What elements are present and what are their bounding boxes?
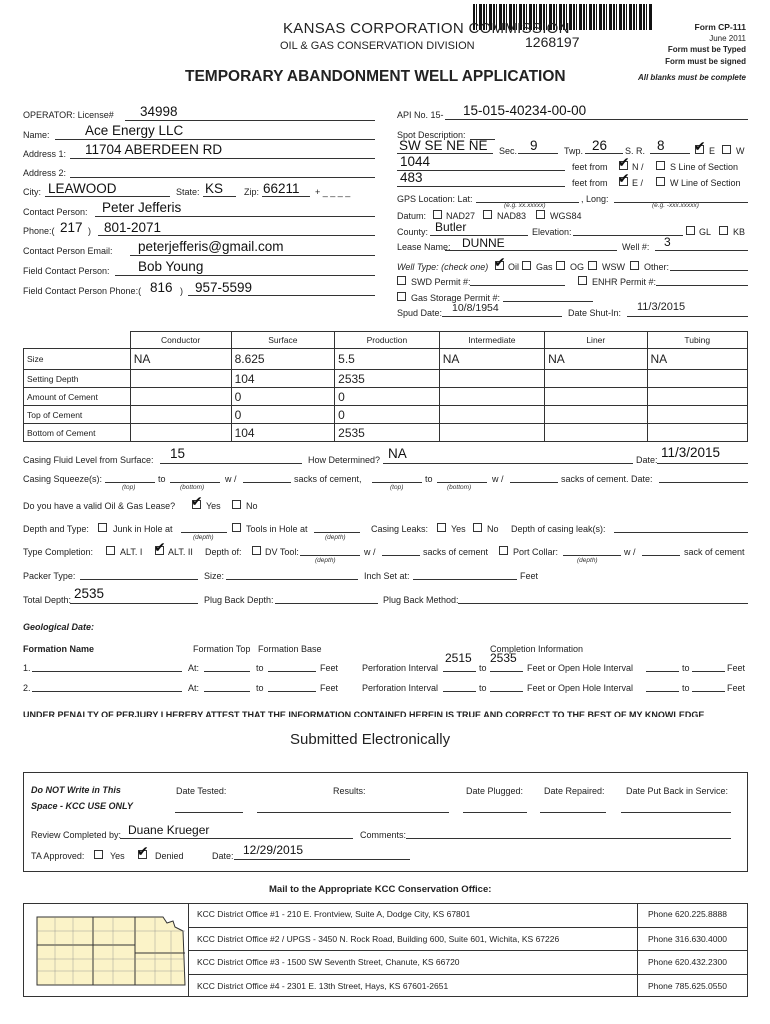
barcode-number: 1268197 [525, 34, 580, 50]
gas-storage-label: Gas Storage Permit #: [411, 293, 501, 303]
open-feet-1: Feet [727, 663, 746, 673]
office-phone: Phone 620.225.8888 [648, 909, 727, 919]
address1-value[interactable]: 11704 ABERDEEN RD [85, 142, 223, 157]
review-label: Review Completed by: [31, 830, 122, 840]
port-sacks: sack of cement [684, 547, 745, 557]
license-label: OPERATOR: License# [23, 110, 114, 120]
lease-label: Lease Name: [397, 242, 451, 252]
top-hint: (top) [122, 484, 136, 491]
casing-header-cell: Liner [545, 332, 647, 349]
ta-yes-checkbox[interactable] [94, 850, 103, 859]
range-value[interactable]: 8 [657, 138, 665, 153]
og-label: OG [570, 262, 585, 272]
typed-note: Form must be Typed [667, 45, 746, 54]
shutin-value[interactable]: 11/3/2015 [637, 301, 686, 313]
perf-label-1: Perforation Interval [362, 663, 439, 673]
email-value[interactable]: peterjefferis@gmail.com [138, 239, 284, 254]
junk-checkbox[interactable] [98, 523, 107, 532]
lease-question: Do you have a valid Oil & Gas Lease? [23, 501, 176, 511]
tools-label: Tools in Hole at [246, 524, 308, 534]
api-label: API No. 15- [397, 110, 444, 120]
gps-label: GPS Location: Lat: [397, 194, 473, 204]
dv-w: w / [364, 547, 376, 557]
leaks-yes-label: Yes [451, 524, 466, 534]
office-phone: Phone 785.625.0550 [638, 974, 748, 998]
casing-cell[interactable]: NA [130, 349, 231, 370]
sec-label: Sec. [499, 146, 518, 156]
casing-row-label: Size [24, 349, 131, 370]
casing-header-cell: Intermediate [439, 332, 544, 349]
field-contact-label: Field Contact Person: [23, 266, 110, 276]
ta-date-value[interactable]: 12/29/2015 [243, 843, 304, 857]
gl-checkbox[interactable] [686, 226, 695, 235]
blanks-note: All blanks must be complete [637, 73, 746, 82]
depth-hint-3: (depth) [315, 557, 336, 564]
office-address: KCC District Office #3 - 1500 SW Seventh Street, Chanute, KS 66720 [188, 950, 638, 974]
plug-method-label: Plug Back Method: [383, 595, 459, 605]
zip-label: Zip: [244, 187, 260, 197]
casing-cell[interactable] [439, 370, 544, 388]
leaks-no-checkbox[interactable] [473, 523, 482, 532]
casing-cell[interactable]: NA [647, 349, 747, 370]
casing-cell[interactable]: 104 [231, 370, 335, 388]
port-checkbox[interactable] [499, 546, 508, 555]
well-no-value[interactable]: 3 [664, 235, 671, 249]
spot-value[interactable]: SW SE NE NE [399, 138, 488, 153]
squeeze-sacks: sacks of cement, [294, 474, 362, 484]
submitted-electronically: Submitted Electronically [290, 731, 451, 748]
lease-yes-label: Yes [206, 501, 221, 511]
casing-cell[interactable]: 0 [231, 406, 335, 424]
twp-label: Twp. [564, 146, 584, 156]
casing-row-label: Top of Cement [24, 406, 131, 424]
gas-label: Gas [536, 262, 553, 272]
casing-header-cell: Tubing [647, 332, 747, 349]
casing-cell[interactable] [130, 388, 231, 406]
perf-to-2: to [479, 683, 487, 693]
kcc-only-label: Space - KCC USE ONLY [31, 801, 133, 811]
casing-cell[interactable] [130, 370, 231, 388]
office-phone: Phone 316.630.4000 [638, 927, 748, 951]
e2-label: E / [632, 178, 644, 188]
form-number: Form CP-111 [694, 22, 746, 32]
form-title: TEMPORARY ABANDONMENT WELL APPLICATION [185, 68, 566, 85]
casing-row-label: Setting Depth [24, 370, 131, 388]
casing-cell[interactable]: 5.5 [335, 349, 440, 370]
s-r-label: S. R. [625, 146, 646, 156]
perf-to-value[interactable]: 2535 [490, 651, 517, 665]
lease-no-label: No [246, 501, 258, 511]
state-label: State: [176, 187, 200, 197]
leaks-no-label: No [487, 524, 499, 534]
geo-to-1: to [256, 663, 264, 673]
office-address: KCC District Office #2 / UPGS - 3450 N. Rock Road, Building 600, Suite 601, Wichita, KS 67226 [188, 927, 638, 951]
s-line-label: S Line of Section [670, 162, 739, 172]
other-label: Other: [644, 262, 670, 272]
depth-hint-2: (depth) [325, 534, 346, 541]
gps-long-hint: (e.g. -xxx.xxxxx) [652, 202, 699, 209]
inch-feet: Feet [520, 571, 539, 581]
squeeze-w: w / [225, 474, 237, 484]
casing-cell[interactable] [647, 370, 747, 388]
date-plugged-label: Date Plugged: [466, 786, 524, 796]
casing-header-row [24, 332, 748, 349]
oil-label: Oil [508, 262, 519, 272]
top-hint-2: (top) [390, 484, 404, 491]
fluid-label: Casing Fluid Level from Surface: [23, 455, 154, 465]
fluid-date-label: Date: [636, 455, 658, 465]
geo-row-2: 2. [23, 683, 31, 693]
casing-cell[interactable] [545, 406, 647, 424]
nad27-label: NAD27 [446, 211, 476, 221]
api-value[interactable]: 15-015-40234-00-00 [463, 103, 587, 118]
casing-cell[interactable]: NA [545, 349, 647, 370]
casing-table [23, 331, 748, 442]
wgs84-label: WGS84 [550, 211, 582, 221]
leaks-yes-checkbox[interactable] [437, 523, 446, 532]
casing-header-cell [24, 332, 131, 349]
feet-from-label-1: feet from [572, 162, 608, 172]
date-repaired-label: Date Repaired: [544, 786, 605, 796]
zip-plus: + _ _ _ _ [315, 187, 351, 197]
formation-name-header: Formation Name [23, 644, 95, 654]
swd-checkbox[interactable] [397, 276, 406, 285]
penalty-statement [23, 711, 748, 717]
open-feet-2: Feet [727, 683, 746, 693]
lease-value[interactable]: DUNNE [462, 236, 505, 250]
nad83-label: NAD83 [497, 211, 527, 221]
gas-storage-checkbox[interactable] [397, 292, 406, 301]
division-name: OIL & GAS CONSERVATION DIVISION [280, 40, 475, 52]
w-checkbox[interactable] [722, 145, 731, 154]
field-phone-label: Field Contact Person Phone:( [23, 286, 142, 296]
casing-cell[interactable]: 2535 [335, 370, 440, 388]
formation-base-header: Formation Base [258, 644, 322, 654]
no-write-label: Do NOT Write in This [31, 785, 121, 795]
casing-cell[interactable] [545, 424, 647, 442]
geology-title: Geological Date: [23, 622, 95, 632]
check-icon: ✔ [137, 844, 149, 860]
casing-cell[interactable]: 8.625 [231, 349, 335, 370]
date-tested-label: Date Tested: [176, 786, 227, 796]
squeeze-label: Casing Squeeze(s): [23, 474, 103, 484]
name-label: Name: [23, 130, 50, 140]
feet2-value[interactable]: 483 [400, 170, 423, 185]
gas-checkbox[interactable] [522, 261, 531, 270]
casing-cell[interactable]: 104 [231, 424, 335, 442]
zip-value[interactable]: 66211 [263, 181, 300, 196]
perf-from-value[interactable]: 2515 [445, 651, 472, 665]
casing-row-label: Amount of Cement [24, 388, 131, 406]
casing-cell[interactable] [647, 424, 747, 442]
geo-feet-1: Feet [320, 663, 339, 673]
casing-row [24, 406, 748, 424]
swd-label: SWD Permit #: [411, 277, 471, 287]
inch-label: Inch Set at: [364, 571, 410, 581]
casing-header-cell: Surface [231, 332, 335, 349]
dv-checkbox[interactable] [252, 546, 261, 555]
casing-cell[interactable] [545, 388, 647, 406]
depth-hint-1: (depth) [193, 534, 214, 541]
lease-no-checkbox[interactable] [232, 500, 241, 509]
datum-label: Datum: [397, 211, 427, 221]
junk-label: Junk in Hole at [113, 524, 173, 534]
fluid-value[interactable]: 15 [170, 446, 186, 461]
check-icon: ✔ [694, 139, 706, 155]
ta-approved-label: TA Approved: [31, 851, 85, 861]
depth-leaks-label: Depth of casing leak(s): [511, 524, 606, 534]
completion-label: Type Completion: [23, 547, 94, 557]
how-value[interactable]: NA [388, 446, 407, 461]
geo-at-1: At: [188, 663, 200, 673]
casing-cell[interactable]: 0 [231, 388, 335, 406]
casing-header-cell: Conductor [130, 332, 231, 349]
casing-cell[interactable] [439, 388, 544, 406]
geo-row-1: 1. [23, 663, 31, 673]
bottom-hint: (bottom) [180, 484, 205, 491]
casing-row [24, 424, 748, 442]
w2-checkbox[interactable] [656, 177, 665, 186]
gps-lat-hint: (e.g. xx.xxxxx) [504, 202, 546, 209]
sec-value[interactable]: 9 [530, 138, 538, 153]
plug-depth-label: Plug Back Depth: [204, 595, 274, 605]
geo-to-2: to [256, 683, 264, 693]
spot-label: Spot Description: [397, 130, 466, 140]
name-value[interactable]: Ace Energy LLC [85, 123, 184, 138]
address2-label: Address 2: [23, 168, 67, 178]
w-line-label: W Line of Section [670, 178, 741, 188]
wsw-checkbox[interactable] [588, 261, 597, 270]
nad27-checkbox[interactable] [433, 210, 442, 219]
how-label: How Determined? [308, 455, 381, 465]
geo-feet-2: Feet [320, 683, 339, 693]
open-to-1: to [682, 663, 690, 673]
casing-cell[interactable] [130, 424, 231, 442]
license-value[interactable]: 34998 [140, 104, 178, 119]
casing-row [24, 388, 748, 406]
field-contact-value[interactable]: Bob Young [138, 259, 204, 274]
total-depth-value[interactable]: 2535 [74, 586, 105, 601]
bottom-hint-2: (bottom) [447, 484, 472, 491]
casing-cell[interactable]: NA [439, 349, 544, 370]
wsw-label: WSW [602, 262, 625, 272]
twp-value[interactable]: 26 [592, 138, 608, 153]
check-icon: ✔ [618, 171, 630, 187]
port-label: Port Collar: [513, 547, 559, 557]
perf-to-1: to [479, 663, 487, 673]
other-checkbox[interactable] [630, 261, 639, 270]
size-label: Size: [204, 571, 225, 581]
open-to-2: to [682, 683, 690, 693]
e-label: E [709, 146, 716, 156]
fluid-date-value[interactable]: 11/3/2015 [661, 445, 721, 460]
casing-cell[interactable] [439, 424, 544, 442]
packer-label: Packer Type: [23, 571, 76, 581]
gl-label: GL [699, 227, 712, 237]
mail-title: Mail to the Appropriate KCC Conservation Office: [269, 884, 492, 895]
kb-checkbox[interactable] [719, 226, 728, 235]
check-icon: ✔ [191, 494, 203, 510]
geo-at-2: At: [188, 683, 200, 693]
casing-cell[interactable] [545, 370, 647, 388]
penalty-text: UNDER PENALTY OF PERJURY I HEREBY ATTEST THAT THE INFORMATION CONTAINED HEREIN IS TRUE AND CORRECT TO THE BEST OF MY KNOWLEDGE [23, 711, 705, 717]
alt1-checkbox[interactable] [106, 546, 115, 555]
open-hole-2: Feet or Open Hole Interval [527, 683, 634, 693]
spud-value[interactable]: 10/8/1954 [452, 302, 499, 314]
casing-cell[interactable] [647, 406, 747, 424]
og-checkbox[interactable] [556, 261, 565, 270]
spud-label: Spud Date: [397, 308, 443, 318]
phone-number[interactable]: 801-2071 [104, 220, 162, 235]
results-label: Results: [333, 786, 366, 796]
squeeze-to-2: to [425, 474, 433, 484]
phone-paren: ) [88, 226, 91, 236]
check-icon: ✔ [154, 540, 166, 556]
form-date: June 2011 [709, 34, 746, 43]
phone-area[interactable]: 217 [60, 220, 83, 235]
county-value[interactable]: Butler [435, 220, 467, 234]
field-phone-number[interactable]: 957-5599 [195, 280, 253, 295]
ta-yes-label: Yes [110, 851, 125, 861]
leaks-label: Casing Leaks: [371, 524, 429, 534]
check-icon: ✔ [618, 155, 630, 171]
casing-cell[interactable]: 0 [335, 388, 440, 406]
enhr-checkbox[interactable] [578, 276, 587, 285]
enhr-label: ENHR Permit #: [592, 277, 657, 287]
n-label: N / [632, 162, 644, 172]
formation-top-header: Formation Top [193, 644, 251, 654]
casing-cell[interactable] [130, 406, 231, 424]
shutin-label: Date Shut-In: [568, 308, 622, 318]
w-label: W [736, 146, 745, 156]
field-phone-paren: ) [180, 286, 183, 296]
port-w: w / [624, 547, 636, 557]
alt1-label: ALT. I [120, 547, 143, 557]
elevation-label: Elevation: [532, 227, 572, 237]
squeeze-sacks-2: sacks of cement. Date: [561, 474, 653, 484]
squeeze-to: to [158, 474, 166, 484]
field-phone-area[interactable]: 816 [150, 280, 173, 295]
casing-row-label: Bottom of Cement [24, 424, 131, 442]
wgs84-checkbox[interactable] [536, 210, 545, 219]
date-back-label: Date Put Back in Service: [626, 786, 729, 796]
agency-name: KANSAS CORPORATION COMMISSION [283, 20, 570, 37]
completion-header: Completion Information [490, 644, 584, 654]
casing-cell[interactable]: 0 [335, 406, 440, 424]
state-value[interactable]: KS [205, 181, 224, 196]
reviewer-value[interactable]: Duane Krueger [128, 823, 210, 837]
well-no-label: Well #: [622, 242, 650, 252]
phone-label: Phone:( [23, 226, 55, 236]
ta-date-label: Date: [212, 851, 234, 861]
kansas-map [35, 913, 190, 989]
s-checkbox[interactable] [656, 161, 665, 170]
email-label: Contact Person Email: [23, 246, 113, 256]
feet1-value[interactable]: 1044 [400, 154, 431, 169]
feet-from-label-2: feet from [572, 178, 608, 188]
kb-label: KB [733, 227, 746, 237]
contact-label: Contact Person: [23, 207, 88, 217]
depth-of-label: Depth of: [205, 547, 242, 557]
dv-label: DV Tool: [265, 547, 299, 557]
total-depth-label: Total Depth: [23, 595, 72, 605]
county-label: County: [397, 227, 429, 237]
well-type-label: Well Type: (check one) [397, 262, 489, 272]
nad83-checkbox[interactable] [483, 210, 492, 219]
perf-label-2: Perforation Interval [362, 683, 439, 693]
office-phone: Phone 620.432.2300 [638, 950, 748, 974]
casing-cell[interactable] [647, 388, 747, 406]
long-label: , Long: [581, 194, 609, 204]
office-address: KCC District Office #4 - 2301 E. 13th Street, Hays, KS 67601-2651 [188, 974, 638, 998]
casing-cell[interactable]: 2535 [335, 424, 440, 442]
casing-row [24, 370, 748, 388]
tools-checkbox[interactable] [232, 523, 241, 532]
squeeze-w-2: w / [492, 474, 504, 484]
ta-denied-label: Denied [155, 851, 184, 861]
city-value[interactable]: LEAWOOD [48, 181, 117, 196]
casing-row [24, 349, 748, 370]
casing-cell[interactable] [439, 406, 544, 424]
depth-type-label: Depth and Type: [23, 524, 89, 534]
check-icon: ✔ [494, 255, 506, 271]
dv-sacks: sacks of cement [423, 547, 489, 557]
signed-note: Form must be signed [665, 57, 746, 66]
depth-hint-4: (depth) [577, 557, 598, 564]
open-hole-1: Feet or Open Hole Interval [527, 663, 634, 673]
alt2-label: ALT. II [168, 547, 193, 557]
contact-value[interactable]: Peter Jefferis [102, 200, 182, 215]
office-address: KCC District Office #1 - 210 E. Frontview, Suite A, Dodge City, KS 67801 [188, 903, 638, 927]
city-label: City: [23, 187, 41, 197]
address1-label: Address 1: [23, 149, 67, 159]
comments-label: Comments: [360, 830, 407, 840]
casing-header-cell: Production [335, 332, 440, 349]
